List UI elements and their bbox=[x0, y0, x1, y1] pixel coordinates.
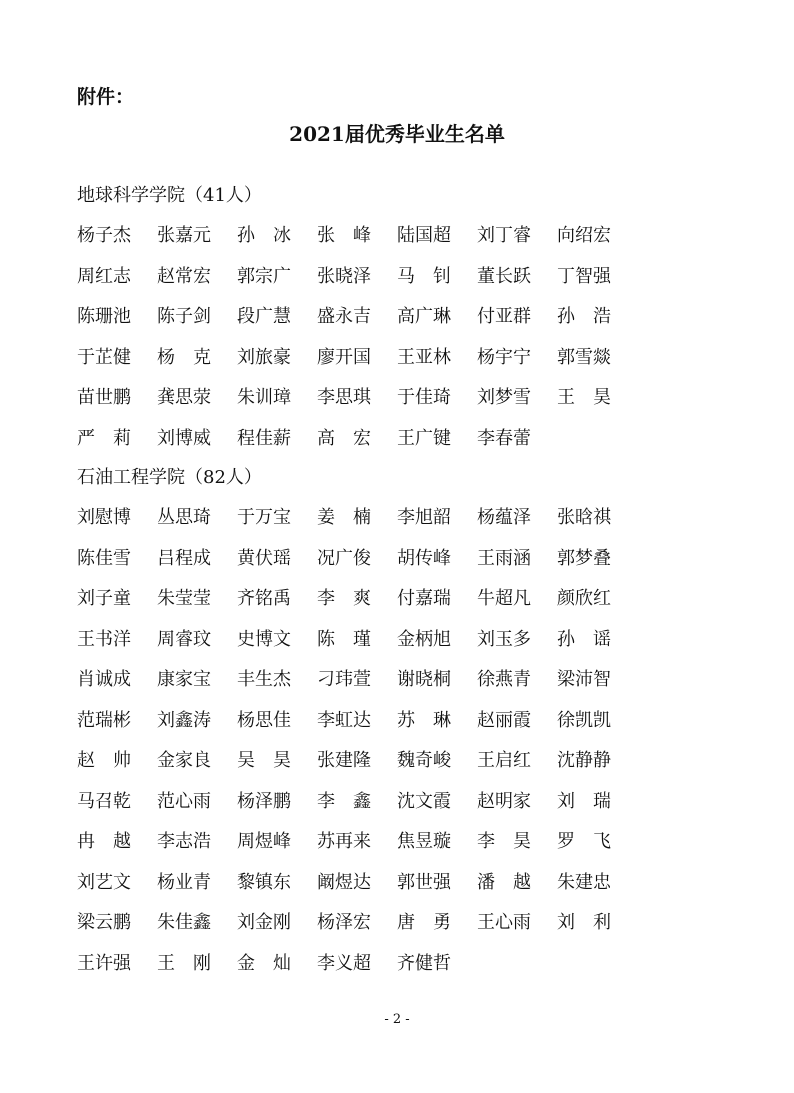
name-row bbox=[77, 378, 637, 419]
graduate-name: 李虹达 bbox=[317, 709, 371, 731]
graduate-name: 丰生杰 bbox=[237, 669, 291, 690]
graduate-name: 杨子杰 bbox=[77, 225, 131, 246]
graduate-name: 王心雨 bbox=[477, 912, 531, 933]
name-row bbox=[77, 579, 637, 620]
graduate-name: 刘艺文 bbox=[77, 871, 131, 893]
name-row bbox=[77, 498, 637, 539]
graduate-name: 沈文霞 bbox=[397, 790, 451, 812]
graduate-name: 陈珊池 bbox=[77, 306, 131, 327]
graduate-name: 于芷健 bbox=[77, 346, 131, 368]
graduate-name: 刘慰博 bbox=[77, 507, 131, 528]
graduate-name: 李 昊 bbox=[477, 831, 531, 852]
graduate-name: 陈佳雪 bbox=[77, 547, 131, 569]
graduate-name: 阚煜达 bbox=[317, 871, 371, 893]
graduate-name: 马召乾 bbox=[77, 790, 131, 812]
graduate-name: 程佳薪 bbox=[237, 427, 291, 449]
name-row bbox=[77, 257, 637, 298]
section-heading: 石油工程学院（82人） bbox=[77, 467, 262, 488]
graduate-name: 金 灿 bbox=[237, 952, 291, 974]
section-petroleum-engineering bbox=[77, 458, 637, 984]
graduate-name: 杨泽宏 bbox=[317, 912, 371, 933]
name-list bbox=[77, 498, 637, 984]
graduate-name: 王雨涵 bbox=[477, 547, 531, 569]
graduate-name: 刘鑫涛 bbox=[157, 709, 211, 731]
graduate-name: 刘 利 bbox=[557, 912, 611, 933]
graduate-name: 魏奇峻 bbox=[397, 750, 451, 771]
graduate-name: 严 莉 bbox=[77, 427, 131, 449]
graduate-name: 付嘉瑞 bbox=[397, 588, 451, 609]
graduate-name: 王亚林 bbox=[397, 346, 451, 368]
name-row bbox=[77, 741, 637, 782]
graduate-name: 肖诚成 bbox=[77, 669, 131, 690]
graduate-name: 高广琳 bbox=[397, 306, 451, 327]
graduate-name: 张晓泽 bbox=[317, 265, 371, 287]
section-earth-sciences bbox=[77, 176, 637, 459]
graduate-name: 丛思琦 bbox=[157, 507, 211, 528]
graduate-name: 刘丁睿 bbox=[477, 225, 531, 246]
graduate-name: 王 昊 bbox=[557, 387, 611, 408]
name-row bbox=[77, 620, 637, 661]
graduate-name: 颜欣红 bbox=[557, 588, 611, 609]
graduate-name: 黎镇东 bbox=[237, 871, 291, 893]
graduate-name: 苏 琳 bbox=[397, 709, 451, 731]
graduate-name: 刘金刚 bbox=[237, 912, 291, 933]
graduate-name: 周红志 bbox=[77, 265, 131, 287]
graduate-name: 马 钊 bbox=[397, 265, 451, 287]
graduate-name: 朱训璋 bbox=[237, 387, 291, 408]
graduate-name: 高 宏 bbox=[317, 427, 371, 449]
graduate-name: 王广键 bbox=[397, 427, 451, 449]
name-row bbox=[77, 297, 637, 338]
graduate-name: 刁玮萱 bbox=[317, 669, 371, 690]
graduate-name: 李春蕾 bbox=[477, 427, 531, 449]
graduate-name: 杨宇宁 bbox=[477, 346, 531, 368]
graduate-name: 姜 楠 bbox=[317, 507, 371, 528]
graduate-name: 杨泽鹏 bbox=[237, 790, 291, 812]
graduate-name: 郭雪燚 bbox=[557, 346, 611, 368]
name-row bbox=[77, 419, 637, 460]
graduate-name: 罗 飞 bbox=[557, 831, 611, 852]
graduate-name: 李 鑫 bbox=[317, 790, 371, 812]
graduate-name: 刘旅豪 bbox=[237, 346, 291, 368]
graduate-name: 丁智强 bbox=[557, 265, 611, 287]
graduate-name: 刘博威 bbox=[157, 427, 211, 449]
name-row bbox=[77, 863, 637, 904]
graduate-name: 苏再来 bbox=[317, 831, 371, 852]
graduate-name: 陈 瑾 bbox=[317, 628, 371, 650]
graduate-name: 王 刚 bbox=[157, 952, 211, 974]
graduate-name: 赵丽霞 bbox=[477, 709, 531, 731]
graduate-name: 黄伏瑶 bbox=[237, 547, 291, 569]
graduate-name: 齐铭禹 bbox=[237, 588, 291, 609]
graduate-name: 刘 瑞 bbox=[557, 790, 611, 812]
graduate-name: 康家宝 bbox=[157, 669, 211, 690]
graduate-name: 唐 勇 bbox=[397, 912, 451, 933]
graduate-name: 董长跃 bbox=[477, 265, 531, 287]
attachment-label: 附件： bbox=[77, 86, 135, 108]
name-row bbox=[77, 701, 637, 742]
graduate-name: 史博文 bbox=[237, 628, 291, 650]
graduate-name: 郭梦叠 bbox=[557, 547, 611, 569]
graduate-name: 廖开国 bbox=[317, 346, 371, 368]
graduate-name: 范瑞彬 bbox=[77, 709, 131, 731]
graduate-name: 潘 越 bbox=[477, 871, 531, 893]
graduate-name: 吴 昊 bbox=[237, 750, 291, 771]
graduate-name: 郭宗广 bbox=[237, 265, 291, 287]
name-row bbox=[77, 903, 637, 944]
name-row bbox=[77, 944, 637, 985]
graduate-name: 李义超 bbox=[317, 952, 371, 974]
graduate-name: 陆国超 bbox=[397, 225, 451, 246]
graduate-name: 齐健哲 bbox=[397, 952, 451, 974]
graduate-name: 焦昱璇 bbox=[397, 831, 451, 852]
graduate-name: 李旭韶 bbox=[397, 507, 451, 528]
name-list bbox=[77, 216, 637, 459]
graduate-name: 王书洋 bbox=[77, 628, 131, 650]
graduate-name: 周睿玟 bbox=[157, 628, 211, 650]
graduate-name: 徐燕青 bbox=[477, 669, 531, 690]
graduate-name: 况广俊 bbox=[317, 547, 371, 569]
graduate-name: 牛超凡 bbox=[477, 588, 531, 609]
graduate-name: 于佳琦 bbox=[397, 387, 451, 408]
name-row bbox=[77, 338, 637, 379]
name-row bbox=[77, 216, 637, 257]
graduate-name: 沈静静 bbox=[557, 750, 611, 771]
graduate-name: 周煜峰 bbox=[237, 831, 291, 852]
graduate-name: 徐凯凯 bbox=[557, 709, 611, 731]
graduate-name: 刘玉多 bbox=[477, 628, 531, 650]
graduate-name: 王启红 bbox=[477, 750, 531, 771]
graduate-name: 李志浩 bbox=[157, 831, 211, 852]
graduate-name: 于万宝 bbox=[237, 507, 291, 528]
graduate-name: 段广慧 bbox=[237, 306, 291, 327]
graduate-name: 孙 谣 bbox=[557, 628, 611, 650]
name-row bbox=[77, 822, 637, 863]
section-heading: 地球科学学院（41人） bbox=[77, 185, 262, 206]
graduate-name: 吕程成 bbox=[157, 547, 211, 569]
graduate-name: 李 爽 bbox=[317, 588, 371, 609]
name-row bbox=[77, 660, 637, 701]
graduate-name: 苗世鹏 bbox=[77, 387, 131, 408]
graduate-name: 付亚群 bbox=[477, 306, 531, 327]
graduate-name: 梁沛智 bbox=[557, 669, 611, 690]
graduate-name: 杨思佳 bbox=[237, 709, 291, 731]
graduate-name: 张晗祺 bbox=[557, 507, 611, 528]
graduate-name: 孙 冰 bbox=[237, 225, 291, 246]
graduate-name: 赵 帅 bbox=[77, 750, 131, 771]
graduate-name: 梁云鹏 bbox=[77, 912, 131, 933]
graduate-name: 杨 克 bbox=[157, 346, 211, 368]
name-row bbox=[77, 782, 637, 823]
graduate-name: 张 峰 bbox=[317, 225, 371, 246]
graduate-name: 张嘉元 bbox=[157, 225, 211, 246]
graduate-name: 盛永吉 bbox=[317, 306, 371, 327]
graduate-name: 胡传峰 bbox=[397, 547, 451, 569]
document-title: 2021届优秀毕业生名单 bbox=[289, 122, 505, 146]
graduate-name: 张建隆 bbox=[317, 750, 371, 771]
graduate-name: 杨业青 bbox=[157, 871, 211, 893]
graduate-name: 刘梦雪 bbox=[477, 387, 531, 408]
graduate-name: 朱建忠 bbox=[557, 871, 611, 893]
graduate-name: 杨蕴泽 bbox=[477, 507, 531, 528]
graduate-name: 陈子剑 bbox=[157, 306, 211, 327]
graduate-name: 郭世强 bbox=[397, 871, 451, 893]
graduate-name: 冉 越 bbox=[77, 831, 131, 852]
graduate-name: 金柄旭 bbox=[397, 628, 451, 650]
graduate-name: 赵常宏 bbox=[157, 265, 211, 287]
graduate-name: 李思琪 bbox=[317, 387, 371, 408]
graduate-name: 金家良 bbox=[157, 750, 211, 771]
graduate-name: 朱莹莹 bbox=[157, 588, 211, 609]
graduate-name: 范心雨 bbox=[157, 790, 211, 812]
graduate-name: 向绍宏 bbox=[557, 225, 611, 246]
graduate-name: 刘子童 bbox=[77, 588, 131, 609]
page-number: - 2 - bbox=[384, 1012, 410, 1027]
graduate-name: 谢晓桐 bbox=[397, 669, 451, 690]
name-row bbox=[77, 539, 637, 580]
graduate-name: 孙 浩 bbox=[557, 306, 611, 327]
graduate-name: 朱佳鑫 bbox=[157, 912, 211, 933]
graduate-name: 赵明家 bbox=[477, 790, 531, 812]
graduate-name: 龚思荥 bbox=[157, 387, 211, 408]
graduate-name: 王许强 bbox=[77, 952, 131, 974]
